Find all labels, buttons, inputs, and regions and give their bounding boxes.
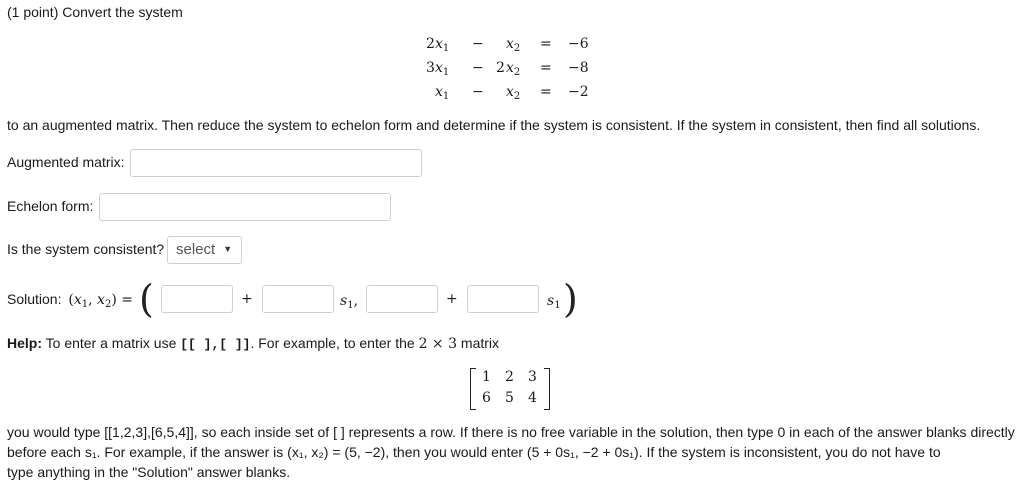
help-text: Help: To enter a matrix use [[ ],[ ]]. For example, to enter the 2 × 3 matrix: [7, 335, 500, 352]
dropdown-arrow-icon: ▼: [223, 244, 233, 254]
eq-1: =: [540, 36, 552, 52]
equation-system: [420, 36, 610, 106]
echelon-form-label: Echelon form:: [7, 198, 94, 214]
coef-2-1: 3: [426, 60, 435, 76]
op-3: −: [472, 84, 484, 100]
op-1: −: [472, 36, 484, 52]
coef-1-1: 2: [426, 36, 435, 52]
solution-close-paren: ): [563, 277, 578, 321]
var-3-1: $x_1$: [435, 84, 450, 102]
matrix-cell: 4: [528, 390, 537, 406]
consistent-select-value: select: [176, 241, 216, 258]
solution-x1-constant-input[interactable]: [161, 285, 233, 313]
var-1-1: $x_1$: [435, 36, 450, 54]
plus-sign-1: +: [241, 291, 253, 307]
problem-intro: (1 point) Convert the system: [7, 4, 183, 20]
matrix-cell: 2: [505, 369, 514, 385]
rhs-2: −8: [568, 60, 589, 76]
echelon-form-input[interactable]: [99, 193, 391, 221]
solution-x2-coefficient-input[interactable]: [467, 285, 539, 313]
solution-x2-constant-input[interactable]: [366, 285, 438, 313]
matrix-cell: 1: [482, 369, 491, 385]
op-2: −: [472, 60, 484, 76]
footer-line-1: you would type [[1,2,3],[6,5,4]], so each inside set of [ ] represents a row. If there is no free variable in the solution, then type 0 in each of the answer blanks directly: [7, 424, 1015, 440]
solution-x1-coefficient-input[interactable]: [262, 285, 334, 313]
var-2-2: $x_2$: [506, 60, 521, 78]
eq-3: =: [540, 84, 552, 100]
rhs-1: −6: [568, 36, 589, 52]
rhs-3: −2: [568, 84, 589, 100]
var-1-2: $x_2$: [506, 36, 521, 54]
example-matrix: [470, 368, 550, 410]
consistent-select[interactable]: [167, 236, 242, 264]
augmented-matrix-label: Augmented matrix:: [7, 154, 125, 170]
var-2-1: $x_1$: [435, 60, 450, 78]
s1-variable-label-1: $s_1$,: [340, 293, 359, 311]
solution-open-paren: (: [139, 277, 154, 321]
matrix-cell: 5: [505, 390, 514, 406]
augmented-matrix-input[interactable]: [130, 149, 422, 177]
plus-sign-2: +: [446, 291, 458, 307]
matrix-cell: 3: [528, 369, 537, 385]
footer-line-2: before each s₁. For example, if the answer is (x₁, x₂) = (5, −2), then you would enter (5 + 0s₁, −2 + 0s₁). If the system is inconsistent, you do not have to: [7, 444, 941, 460]
consistent-question-label: Is the system consistent?: [7, 241, 165, 257]
var-3-2: $x_2$: [506, 84, 521, 102]
coef-2-2: 2: [496, 60, 505, 76]
solution-label: Solution: ($x_1$, $x_2$) =: [7, 291, 133, 310]
footer-line-3: type anything in the "Solution" answer blanks.: [7, 464, 291, 480]
s1-variable-label-2: $s_1$: [547, 293, 561, 311]
matrix-cell: 6: [482, 390, 491, 406]
eq-2: =: [540, 60, 552, 76]
instructions-text: to an augmented matrix. Then reduce the system to echelon form and determine if the system is consistent. If the system in consistent, then find all solutions.: [7, 117, 981, 133]
